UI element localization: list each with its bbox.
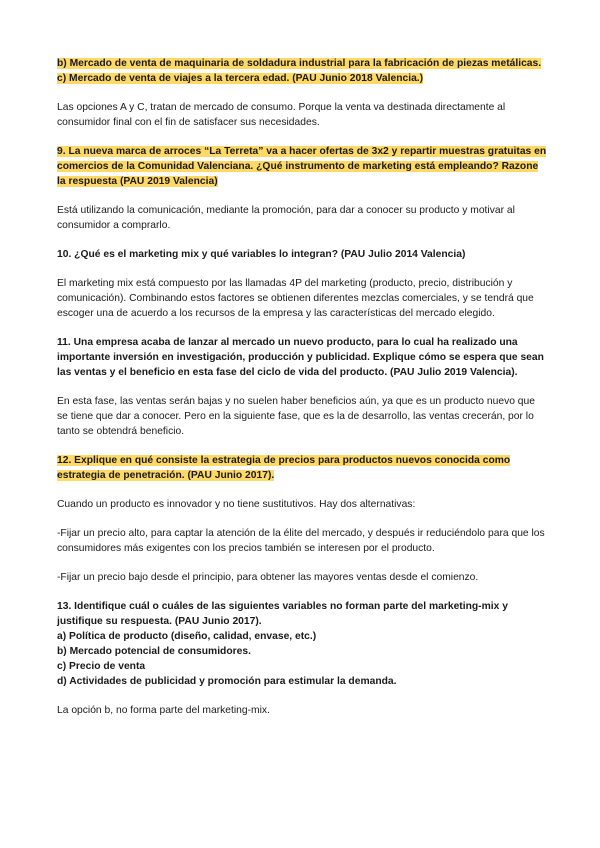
answer-13: La opción b, no forma parte del marketing-mix.	[57, 705, 270, 716]
highlight: 9. La nueva marca de arroces “La Terreta” va a hacer ofertas de 3x2 y repartir muestras gratuitas en comercios de la Comunidad Valenciana. ¿Qué instrumento de marketing está empleando? Razone la respuesta (PAU 2019 Valencia)	[57, 146, 547, 187]
answer-11: En esta fase, las ventas serán bajas y no suelen haber beneficios aún, ya que es un producto nuevo que se tiene que dar a conocer. Pero en la siguiente fase, que es la de desarrollo, las ventas crecerán, por lo tanto se obtendrá beneficio.	[57, 396, 535, 437]
question-8-option-b	[57, 56, 547, 71]
document-page	[57, 56, 547, 718]
question-12	[57, 453, 547, 483]
question-13-option-d: d) Actividades de publicidad y promoción para estimular la demanda.	[57, 676, 397, 687]
answer-8: Las opciones A y C, tratan de mercado de consumo. Porque la venta va destinada directamente al consumidor final con el fin de satisfacer sus necesidades.	[57, 102, 506, 128]
question-13-option-a: a) Política de producto (diseño, calidad, envase, etc.)	[57, 631, 317, 642]
question-9	[57, 144, 547, 189]
question-13-option-b: b) Mercado potencial de consumidores.	[57, 646, 251, 657]
highlight: c) Mercado de venta de viajes a la tercera edad. (PAU Junio 2018 Valencia.)	[57, 73, 424, 84]
highlight: b) Mercado de venta de maquinaria de soldadura industrial para la fabricación de piezas metálicas.	[57, 58, 542, 69]
answer-9: Está utilizando la comunicación, mediante la promoción, para dar a conocer su producto y motivar al consumidor a comprarlo.	[57, 205, 515, 231]
answer-10: El marketing mix está compuesto por las llamadas 4P del marketing (producto, precio, distribución y comunicación). Combinando estos factores se obtienen diferentes mezclas comerciales, y se tendrá que escoger una de acuerdo a los recursos de la empresa y las características del mercado elegido.	[57, 278, 534, 319]
question-11: 11. Una empresa acaba de lanzar al mercado un nuevo producto, para lo cual ha realizado una importante inversión en investigación, producción y publicidad. Explique cómo se espera que sean las ventas y el beneficio en esta fase del ciclo de vida del producto. (PAU Julio 2019 Valencia).	[57, 337, 544, 378]
question-13-option-c: c) Precio de venta	[57, 661, 146, 672]
answer-12-intro: Cuando un producto es innovador y no tiene sustitutivos. Hay dos alternativas:	[57, 499, 416, 510]
highlight: 12. Explique en qué consiste la estrategia de precios para productos nuevos conocida como estrategia de penetración. (PAU Junio 2017).	[57, 455, 511, 481]
question-13: 13. Identifique cuál o cuáles de las siguientes variables no forman parte del marketing-mix y justifique su respuesta. (PAU Junio 2017).	[57, 601, 508, 627]
question-10: 10. ¿Qué es el marketing mix y qué variables lo integran? (PAU Julio 2014 Valencia)	[57, 249, 466, 260]
answer-12-option-2: -Fijar un precio bajo desde el principio, para obtener las mayores ventas desde el comienzo.	[57, 572, 479, 583]
answer-12-option-1: -Fijar un precio alto, para captar la atención de la élite del mercado, y después ir reduciéndolo para que los consumidores más exigentes con los precios también se interesen por el producto.	[57, 528, 545, 554]
question-8-option-c	[57, 71, 547, 86]
